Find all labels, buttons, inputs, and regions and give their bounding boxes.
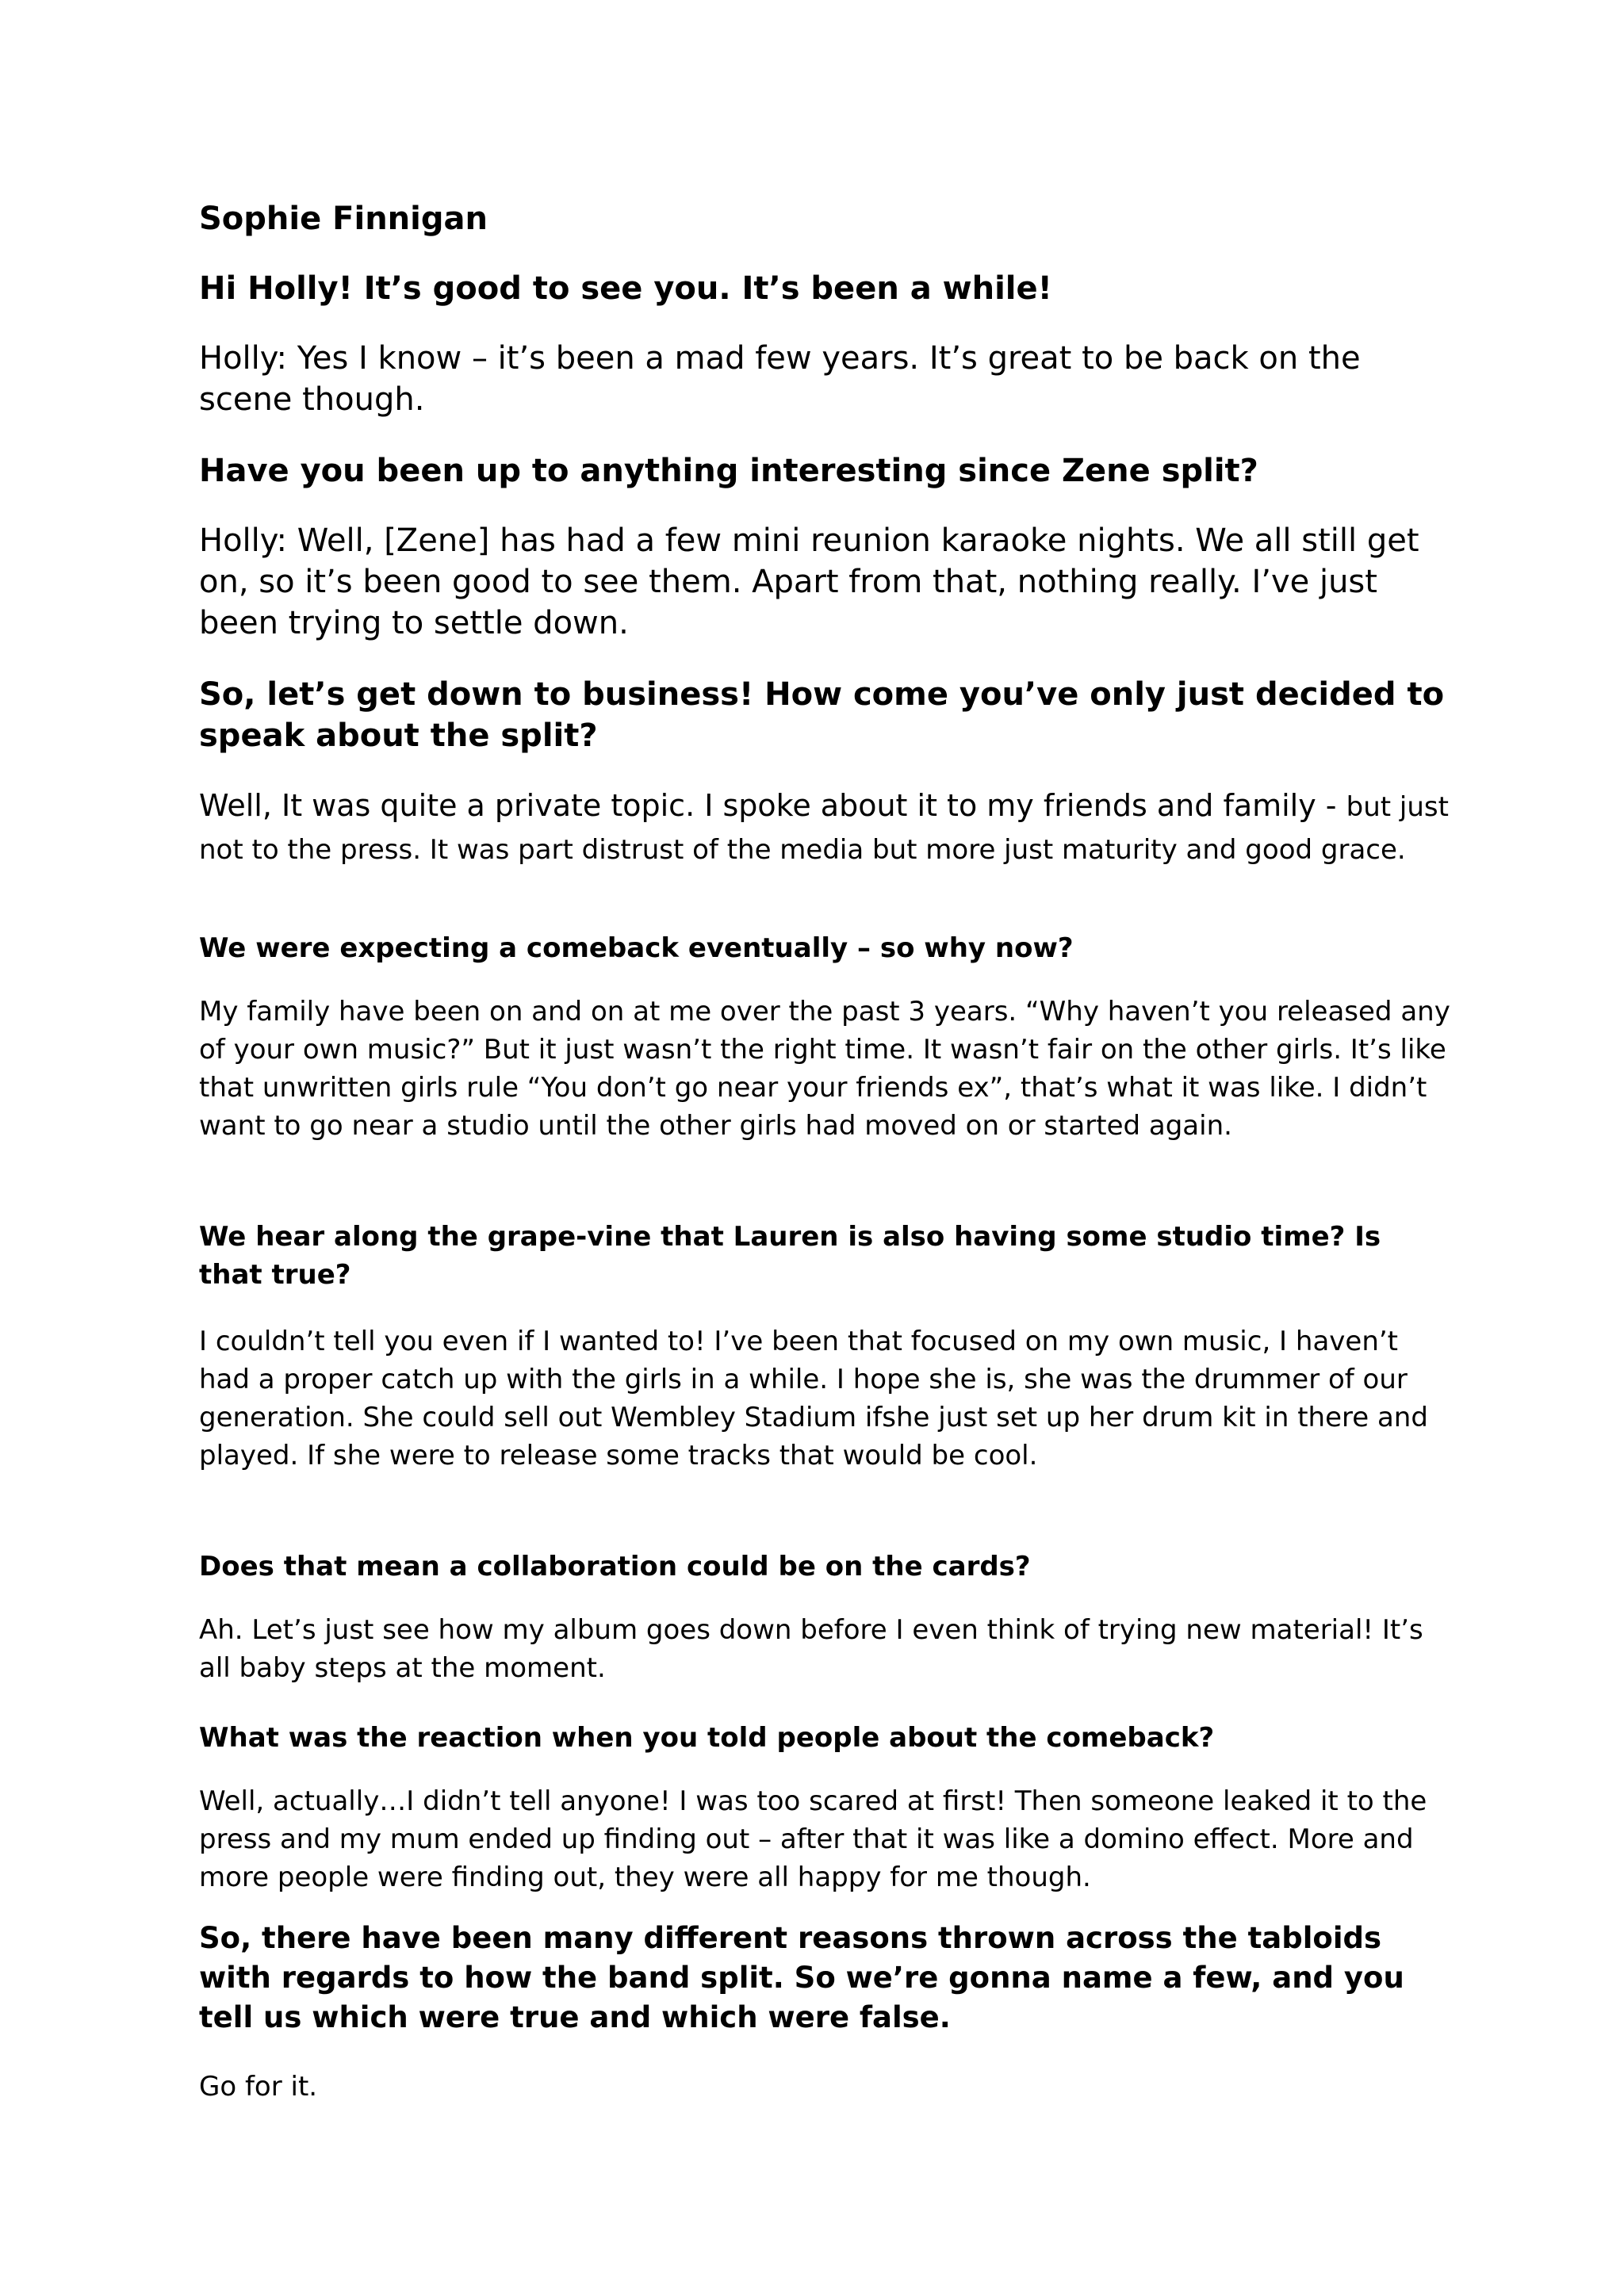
question-2: Have you been up to anything interesting since Zene split? bbox=[199, 453, 1258, 489]
answer-3-tail: but just not to the press. It was part distrust of the media but more just maturity and good grace. bbox=[199, 791, 1449, 866]
answer-3 bbox=[199, 785, 1460, 871]
answer-8: Go for it. bbox=[199, 2071, 318, 2103]
question-7: What was the reaction when you told people about the comeback? bbox=[199, 1722, 1215, 1754]
answer-3-lead: Well, It was quite a private topic. I spoke about it to my friends and family - bbox=[199, 788, 1346, 823]
question-8: So, there have been many different reasons thrown across the tabloids with regards to how the band split. So we’re gonna name a few, and you tell us which were true and which were false. bbox=[199, 1921, 1404, 2034]
answer-2: Holly: Well, [Zene] has had a few mini reunion karaoke nights. We all still get on, so it’s been good to see them. Apart from that, nothing really. I’ve just been trying to settle down. bbox=[199, 522, 1419, 641]
question-4: We were expecting a comeback eventually – so why now? bbox=[199, 932, 1074, 964]
answer-1: Holly: Yes I know – it’s been a mad few years. It’s great to be back on the scene though. bbox=[199, 340, 1361, 418]
answer-6: Ah. Let’s just see how my album goes down before I even think of trying new material! It’s all baby steps at the moment. bbox=[199, 1614, 1423, 1684]
question-6: Does that mean a collaboration could be on the cards? bbox=[199, 1551, 1031, 1582]
question-3: So, let’s get down to business! How come you’ve only just decided to speak about the split? bbox=[199, 676, 1445, 754]
answer-5: I couldn’t tell you even if I wanted to! I’ve been that focused on my own music, I haven’t had a proper catch up with the girls in a while. I hope she is, she was the drummer of our generation. She could sell out Wembley Stadium ifshe just set up her drum kit in there and played. If she were to release some tracks that would be cool. bbox=[199, 1326, 1428, 1471]
author-name: Sophie Finnigan bbox=[199, 201, 488, 237]
answer-4: My family have been on and on at me over the past 3 years. “Why haven’t you released any of your own music?” But it just wasn’t the right time. It wasn’t fair on the other girls. It’s like that unwritten girls rule “You don’t go near your friends ex”, that’s what it was like. I didn’t want to go near a studio until the other girls had moved on or started again. bbox=[199, 996, 1450, 1142]
answer-7: Well, actually…I didn’t tell anyone! I was too scared at first! Then someone leaked it to the press and my mum ended up finding out – after that it was like a domino effect. More and more people were finding out, they were all happy for me though. bbox=[199, 1785, 1427, 1893]
question-5: We hear along the grape-vine that Lauren is also having some studio time? Is that true? bbox=[199, 1221, 1381, 1291]
question-1: Hi Holly! It’s good to see you. It’s been a while! bbox=[199, 270, 1052, 307]
